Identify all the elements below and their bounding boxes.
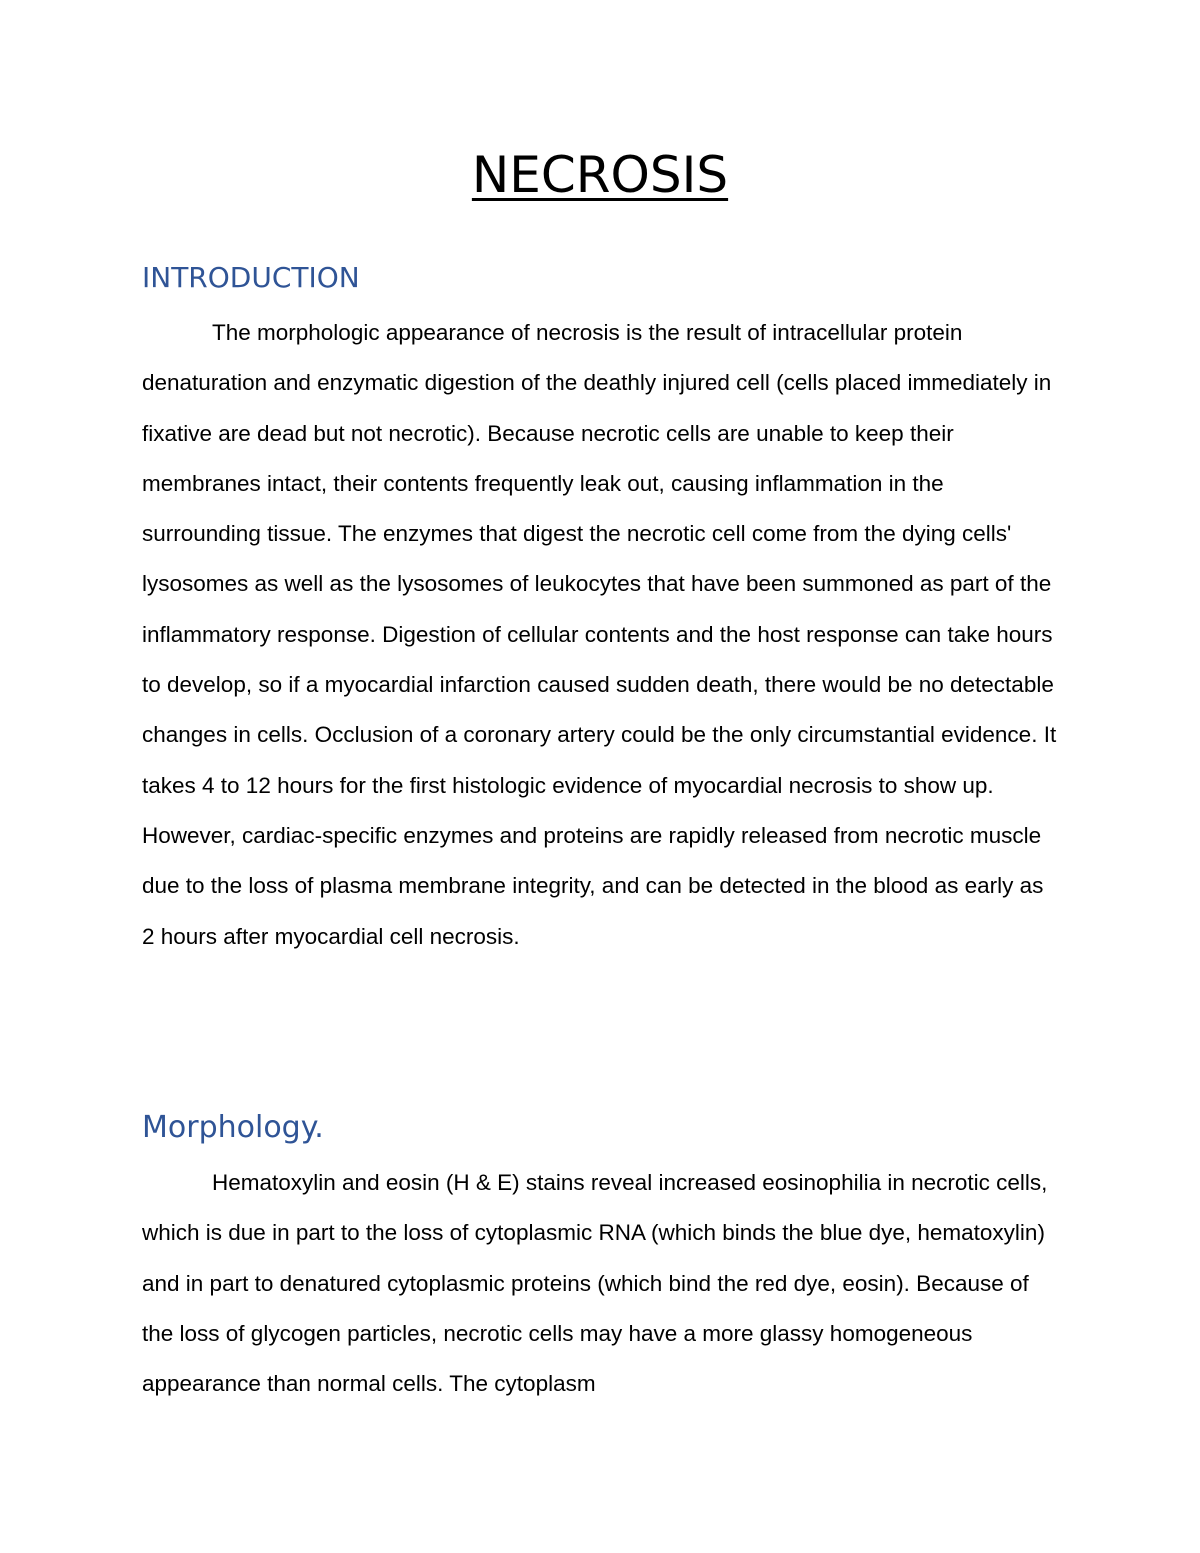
document-title-container [0, 140, 1200, 210]
section-paragraph-introduction: The morphologic appearance of necrosis is the result of intracellular protein denaturation and enzymatic digestion of the deathly injured cell (cells placed immediately in fixative are dead but not necrotic). Because necrotic cells are unable to keep their membranes intact, their contents frequently leak out, causing inflammation in the surrounding tissue. The enzymes that digest the necrotic cell come from the dying cells' lysosomes as well as the lysosomes of leukocytes that have been summoned as part of the inflammatory response. Digestion of cellular contents and the host response can take hours to develop, so if a myocardial infarction caused sudden death, there would be no detectable changes in cells. Occlusion of a coronary artery could be the only circumstantial evidence. It takes 4 to 12 hours for the first histologic evidence of myocardial necrosis to show up. However, cardiac-specific enzymes and proteins are rapidly released from necrotic muscle due to the loss of plasma membrane integrity, and can be detected in the blood as early as 2 hours after myocardial cell necrosis. [142, 320, 1057, 949]
section-paragraph-morphology: Hematoxylin and eosin (H & E) stains reveal increased eosinophilia in necrotic cells, which is due in part to the loss of cytoplasmic RNA (which binds the blue dye, hematoxylin) and in part to denatured cytoplasmic proteins (which bind the red dye, eosin). Because of the loss of glycogen particles, necrotic cells may have a more glassy homogeneous appearance than normal cells. The cytoplasm [142, 1170, 1048, 1397]
document-title: NECROSIS [471, 146, 729, 204]
section-heading-morphology: Morphology. [142, 1110, 324, 1145]
section-heading-introduction: INTRODUCTION [142, 261, 360, 294]
